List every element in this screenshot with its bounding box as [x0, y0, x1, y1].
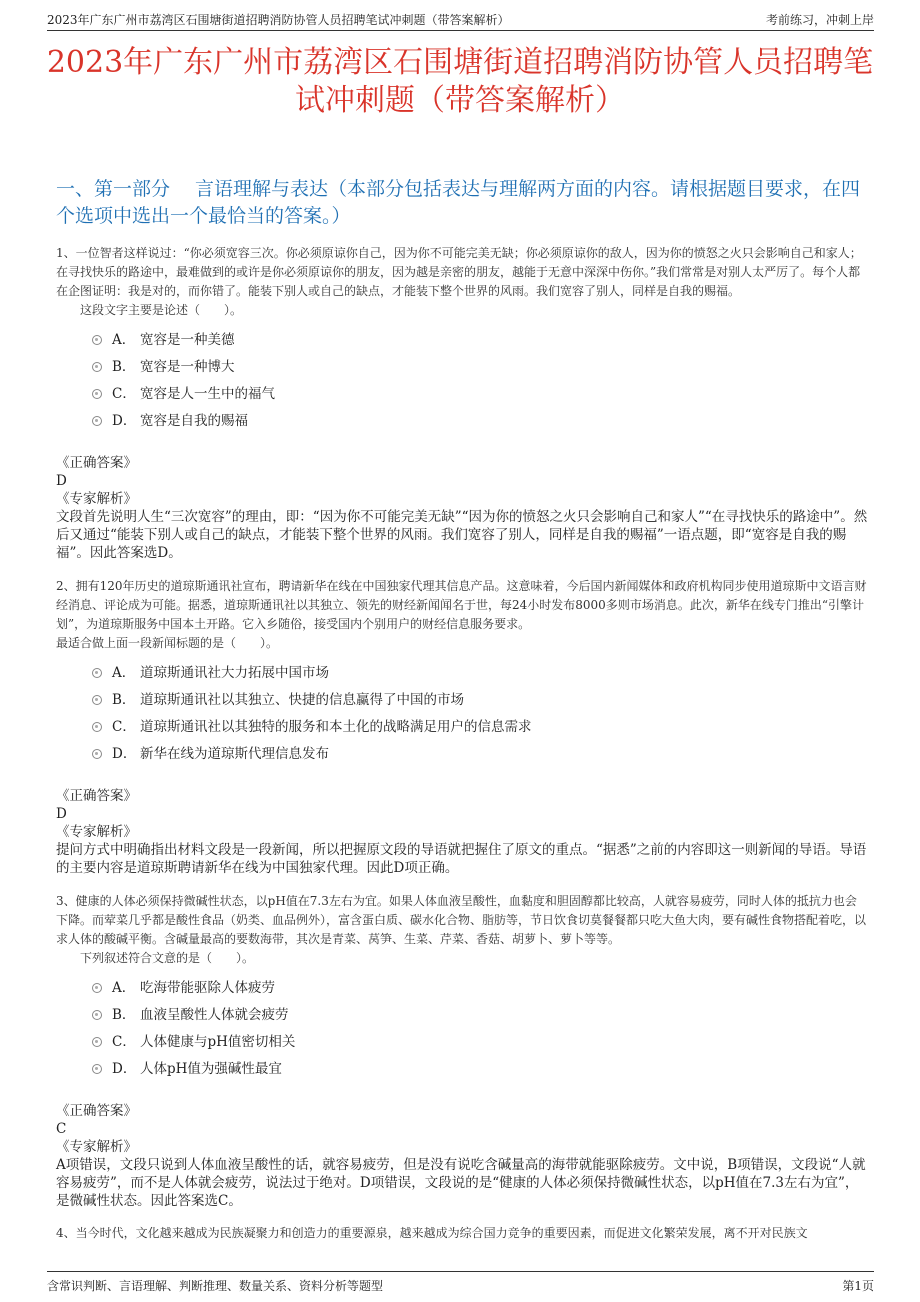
question-text: 4、当今时代，文化越来越成为民族凝聚力和创造力的重要源泉，越来越成为综合国力竞争的重要因素，而促进文化繁荣发展，离不开对民族文	[56, 1226, 808, 1240]
option-letter: B．	[112, 691, 136, 708]
analysis-text: 文段首先说明人生“三次宽容”的理由，即：“因为你不可能完美无缺”“因为你的愤怒之火只会影响自己和家人”“在寻找快乐的路途中”。然后又通过“能装下别人或自己的缺点，才能装下整个世界的风雨。我们宽容了别人，同样是自我的赐福”一语点题，即“宽容是自我的赐福”。因此答案选D。	[56, 509, 868, 561]
option-letter: C．	[112, 718, 136, 735]
option-letter: B．	[112, 1006, 136, 1023]
option-d[interactable]	[92, 738, 868, 765]
option-letter: C．	[112, 1033, 136, 1050]
question-4	[56, 1224, 868, 1243]
option-text: 道琼斯通讯社以其独特的服务和本土化的战略满足用户的信息需求	[140, 718, 532, 735]
radio-icon[interactable]	[92, 983, 102, 993]
option-text: 血液呈酸性人体就会疲劳	[140, 1006, 289, 1023]
option-letter: D．	[112, 1060, 137, 1077]
option-c[interactable]	[92, 711, 868, 738]
answer-label: 《正确答案》	[56, 1103, 137, 1119]
section-heading: 一、第一部分 言语理解与表达（本部分包括表达与理解两方面的内容。请根据题目要求，在四个选项中选出一个最恰当的答案。）	[56, 178, 861, 227]
header-slogan: 考前练习，冲刺上岸	[765, 13, 874, 27]
option-text: 道琼斯通讯社大力拓展中国市场	[140, 664, 329, 681]
question-text: 1、一位智者这样说过：“你必须宽容三次。你必须原谅你自己，因为你不可能完美无缺；你必须原谅你的敌人，因为你的愤怒之火只会影响自己和家人；在寻找快乐的路途中，最难做到的或许是你必须原谅你的朋友，因为越是亲密的朋友，越能于无意中深深中伤你。”我们常常是对别人太严厉了。每个人都在企图证明：我是对的，而你错了。能装下别人或自己的缺点，才能装下整个世界的风雨。我们宽容了别人，同样是自我的赐福。	[56, 246, 862, 298]
option-c[interactable]	[92, 1026, 868, 1053]
radio-icon[interactable]	[92, 416, 102, 426]
option-a[interactable]	[92, 972, 868, 999]
question-1	[56, 244, 868, 562]
analysis-label: 《专家解析》	[56, 1139, 137, 1155]
option-b[interactable]	[92, 999, 868, 1026]
option-text: 新华在线为道琼斯代理信息发布	[140, 745, 329, 762]
question-text: 2、拥有120年历史的道琼斯通讯社宣布，聘请新华在线在中国独家代理其信息产品。这意味着，今后国内新闻媒体和政府机构同步使用道琼斯中文语言财经消息、评论成为可能。据悉，道琼斯通讯社以其独立、领先的财经新闻闻名于世，每24小时发布8000多则市场消息。此次，新华在线专门推出“引擎计划”，为道琼斯服务中国本土开路。它入乡随俗，接受国内个别用户的财经信息服务要求。	[56, 579, 867, 631]
analysis-label: 《专家解析》	[56, 491, 137, 507]
option-d[interactable]	[92, 1053, 868, 1080]
option-text: 宽容是一种博大	[140, 358, 235, 375]
radio-icon[interactable]	[92, 335, 102, 345]
option-text: 宽容是一种美德	[140, 331, 235, 348]
option-d[interactable]	[92, 405, 868, 432]
radio-icon[interactable]	[92, 722, 102, 732]
option-text: 宽容是自我的赐福	[140, 412, 248, 429]
questions-body	[56, 244, 868, 1243]
answer-label: 《正确答案》	[56, 788, 137, 804]
analysis-text: 提问方式中明确指出材料文段是一段新闻，所以把握原文段的导语就把握住了原文的重点。“据悉”之前的内容即这一则新闻的导语。导语的主要内容是道琼斯聘请新华在线为中国独家代理。因此D项正确。	[56, 842, 867, 876]
option-text: 道琼斯通讯社以其独立、快捷的信息赢得了中国的市场	[140, 691, 464, 708]
option-list	[56, 972, 868, 1080]
option-a[interactable]	[92, 324, 868, 351]
analysis-label: 《专家解析》	[56, 824, 137, 840]
radio-icon[interactable]	[92, 695, 102, 705]
option-letter: A．	[112, 331, 136, 348]
option-text: 人体健康与pH值密切相关	[140, 1033, 296, 1050]
analysis-text: A项错误，文段只说到人体血液呈酸性的话，就容易疲劳，但是没有说吃含碱量高的海带就能驱除疲劳。文中说，B项错误，文段说“人就容易疲劳”，而不是人体就会疲劳，说法过于绝对。D项错误，文段说的是“健康的人体必须保持微碱性状态，以pH值在7.3左右为宜”，是微碱性状态。因此答案选C。	[56, 1157, 866, 1209]
question-text: 3、健康的人体必须保持微碱性状态，以pH值在7.3左右为宜。如果人体血液呈酸性，血黏度和胆固醇都比较高，人就容易疲劳，同时人体的抵抗力也会下降。而荤菜几乎都是酸性食品（奶类、血品例外），富含蛋白质、碳水化合物、脂肪等，节日饮食切莫餐餐都只吃大鱼大肉，要有碱性食物搭配着吃，以求人体的酸碱平衡。含碱量最高的要数海带，其次是青菜、莴笋、生菜、芹菜、香菇、胡萝卜、萝卜等等。	[56, 894, 867, 946]
option-text: 吃海带能驱除人体疲劳	[140, 979, 275, 996]
option-text: 宽容是人一生中的福气	[140, 385, 275, 402]
radio-icon[interactable]	[92, 1010, 102, 1020]
radio-icon[interactable]	[92, 1037, 102, 1047]
page-number: 第1页	[842, 1279, 874, 1293]
option-b[interactable]	[92, 351, 868, 378]
option-a[interactable]	[92, 657, 868, 684]
header-doc-title: 2023年广东广州市荔湾区石围塘街道招聘消防协管人员招聘笔试冲刺题（带答案解析）	[47, 13, 510, 27]
radio-icon[interactable]	[92, 668, 102, 678]
radio-icon[interactable]	[92, 389, 102, 399]
option-letter: A．	[112, 664, 136, 681]
option-letter: D．	[112, 745, 137, 762]
question-stem: 下列叙述符合文意的是（ ）。	[80, 951, 255, 965]
page-footer	[47, 1271, 874, 1294]
option-list	[56, 324, 868, 432]
question-stem: 最适合做上面一段新闻标题的是（ ）。	[56, 636, 279, 650]
page-header	[47, 6, 874, 31]
option-c[interactable]	[92, 378, 868, 405]
option-letter: D．	[112, 412, 137, 429]
option-b[interactable]	[92, 684, 868, 711]
option-letter: B．	[112, 358, 136, 375]
option-list	[56, 657, 868, 765]
radio-icon[interactable]	[92, 749, 102, 759]
correct-answer: C	[56, 1121, 67, 1137]
option-text: 人体pH值为强碱性最宜	[140, 1060, 282, 1077]
question-3	[56, 892, 868, 1210]
option-letter: A．	[112, 979, 136, 996]
question-2	[56, 577, 868, 877]
correct-answer: D	[56, 806, 67, 822]
answer-label: 《正确答案》	[56, 455, 137, 471]
document-title: 2023年广东广州市荔湾区石围塘街道招聘消防协管人员招聘笔试冲刺题（带答案解析）	[46, 45, 874, 118]
radio-icon[interactable]	[92, 362, 102, 372]
option-letter: C．	[112, 385, 136, 402]
question-stem: 这段文字主要是论述（ ）。	[80, 303, 243, 317]
correct-answer: D	[56, 473, 67, 489]
footer-question-types: 含常识判断、言语理解、判断推理、数量关系、资料分析等题型	[47, 1279, 384, 1293]
radio-icon[interactable]	[92, 1064, 102, 1074]
